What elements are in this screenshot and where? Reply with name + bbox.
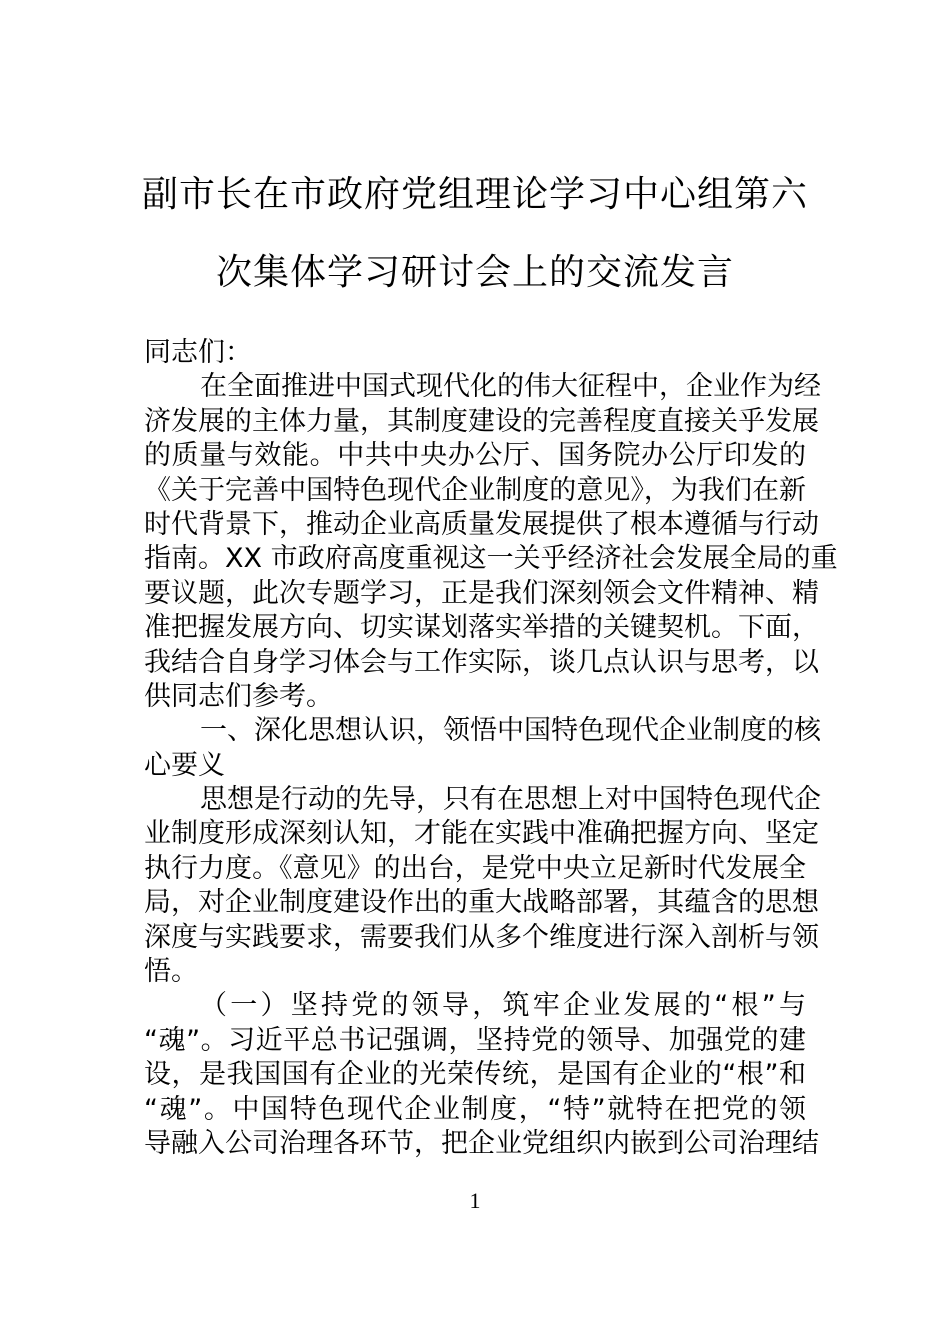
paragraph-line: 指南。XX 市政府高度重视这一关乎经济社会发展全局的重 xyxy=(144,543,838,575)
paragraph-line: 要议题，此次专题学习，正是我们深刻领会文件精神、精 xyxy=(144,577,819,609)
paragraph-line: 业制度形成深刻认知，才能在实践中准确把握方向、坚定 xyxy=(144,818,819,850)
paragraph-line: 思想是行动的先导，只有在思想上对中国特色现代企 xyxy=(200,784,821,816)
document-title-line-2: 次集体学习研讨会上的交流发言 xyxy=(215,252,734,293)
document-title-line-1: 副市长在市政府党组理论学习中心组第六 xyxy=(141,174,808,215)
paragraph xyxy=(144,370,838,714)
paragraph-line: 时代背景下，推动企业高质量发展提供了根本遵循与行动 xyxy=(144,508,819,540)
page-number: 1 xyxy=(469,1188,481,1213)
paragraph-line: 心要义 xyxy=(144,749,225,781)
paragraph xyxy=(144,714,821,783)
paragraph-line: 导融入公司治理各环节，把企业党组织内嵌到公司治理结 xyxy=(144,1127,819,1159)
paragraph-line: 供同志们参考。 xyxy=(144,680,333,712)
paragraph-line: 深度与实践要求，需要我们从多个维度进行深入剖析与领 xyxy=(144,921,819,953)
paragraph xyxy=(144,783,821,989)
paragraph-line: 济发展的主体力量，其制度建设的完善程度直接关乎发展 xyxy=(144,405,819,437)
paragraph-line: 《关于完善中国特色现代企业制度的意见》，为我们在新 xyxy=(144,474,806,506)
paragraph-line: 在全面推进中国式现代化的伟大征程中，企业作为经 xyxy=(200,371,821,403)
paragraph xyxy=(144,989,819,1161)
paragraph-line: 准把握发展方向、切实谋划落实举措的关键契机。下面， xyxy=(144,612,819,644)
paragraph-line: 我结合自身学习体会与工作实际，谈几点认识与思考，以 xyxy=(144,646,819,678)
paragraph-line: 设，是我国国有企业的光荣传统，是国有企业的“根”和 xyxy=(144,1059,806,1091)
salutation: 同志们： xyxy=(144,337,252,368)
document-body xyxy=(144,336,838,1161)
paragraph-line: “魂”。中国特色现代企业制度，“特”就特在把党的领 xyxy=(144,1093,806,1125)
paragraph-line: “魂”。习近平总书记强调，坚持党的领导、加强党的建 xyxy=(144,1024,806,1056)
paragraph-line: 悟。 xyxy=(144,956,198,988)
paragraph-line: 执行力度。《意见》的出台，是党中央立足新时代发展全 xyxy=(144,852,806,884)
paragraph-line: 一、深化思想认识，领悟中国特色现代企业制度的核 xyxy=(200,715,821,747)
paragraph-line: （一）坚持党的领导，筑牢企业发展的“根”与 xyxy=(200,990,806,1022)
paragraph-line: 的质量与效能。中共中央办公厅、国务院办公厅印发的 xyxy=(144,440,806,472)
paragraph-line: 局，对企业制度建设作出的重大战略部署，其蕴含的思想 xyxy=(144,887,819,919)
